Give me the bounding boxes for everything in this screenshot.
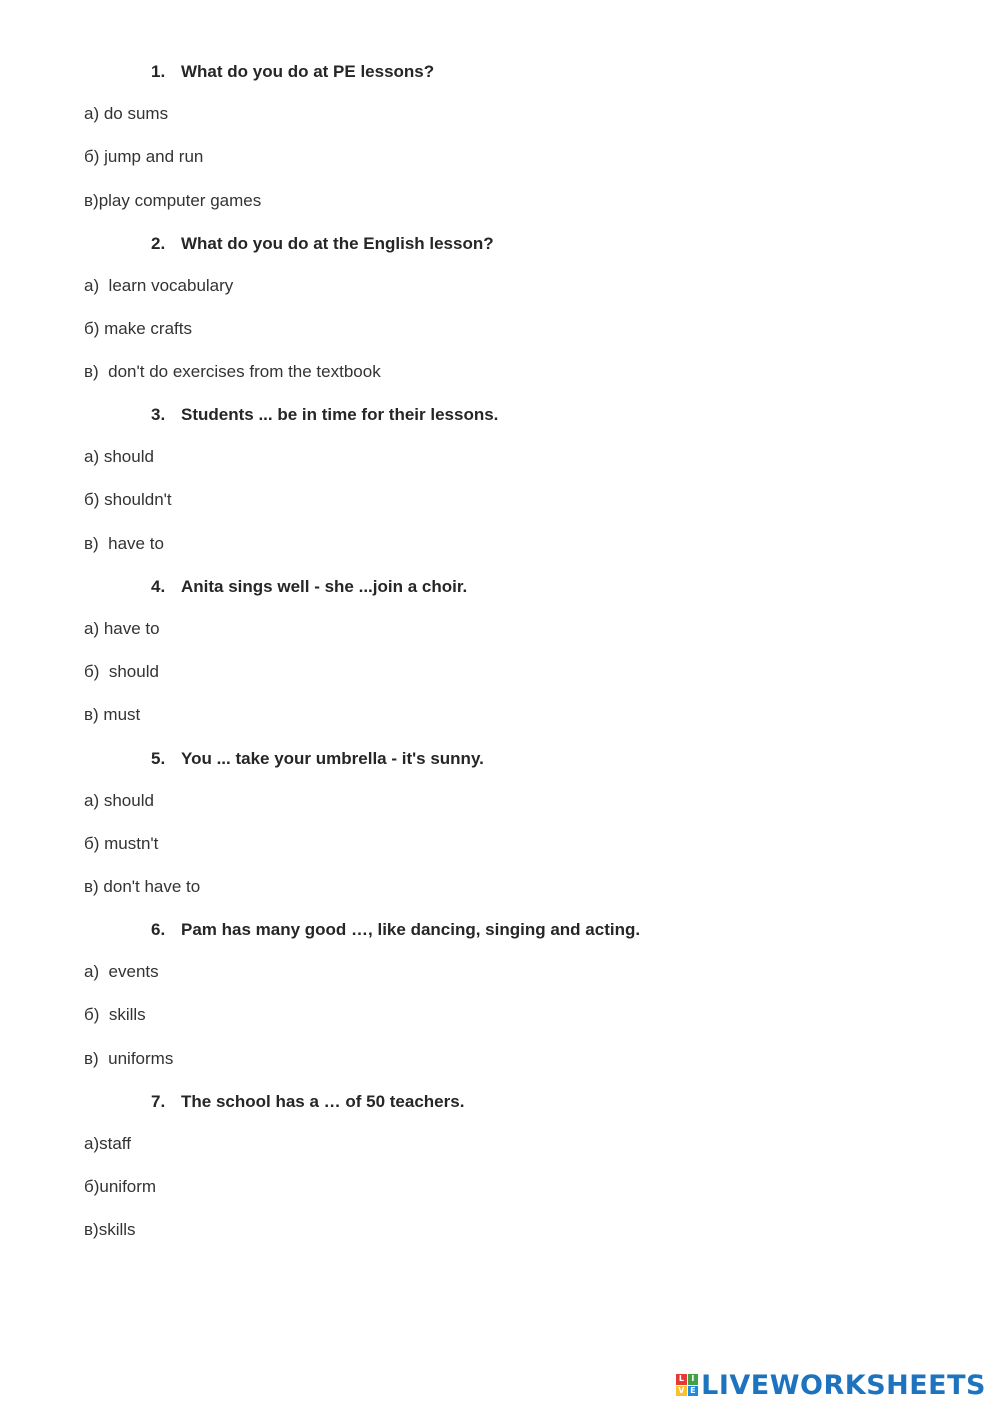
option-4a: а) have to (84, 619, 160, 638)
question-text: The school has a … of 50 teachers. (181, 1092, 465, 1111)
option-5c: в) don't have to (84, 877, 201, 896)
option-7a: а)staff (84, 1134, 131, 1153)
option-3c: в) have to (84, 534, 164, 553)
option-6c: в) uniforms (84, 1049, 174, 1068)
option-2a: а) learn vocabulary (84, 276, 234, 295)
question-number: 3. (151, 405, 166, 424)
question-1 (151, 62, 434, 82)
logo-mark-i: I (688, 1374, 699, 1385)
option-5b: б) mustn't (84, 834, 159, 853)
option-2c: в) don't do exercises from the textbook (84, 362, 381, 381)
logo-text: LIVEWORKSHEETS (701, 1369, 986, 1401)
question-number: 5. (151, 749, 166, 768)
option-1c: в)play computer games (84, 191, 262, 210)
option-4c: в) must (84, 705, 141, 724)
question-5 (151, 749, 484, 769)
question-text: What do you do at the English lesson? (181, 234, 494, 253)
question-3 (151, 405, 498, 425)
question-text: You ... take your umbrella - it's sunny. (181, 749, 484, 768)
question-number: 1. (151, 62, 166, 81)
question-number: 7. (151, 1092, 166, 1111)
question-6 (151, 920, 640, 940)
option-2b: б) make crafts (84, 319, 192, 338)
option-7b: б)uniform (84, 1177, 157, 1196)
option-6b: б) skills (84, 1005, 146, 1024)
logo-mark-icon (676, 1374, 698, 1396)
option-4b: б) should (84, 662, 159, 681)
option-3a: а) should (84, 447, 154, 466)
option-5a: а) should (84, 791, 154, 810)
question-number: 4. (151, 577, 166, 596)
question-7 (151, 1092, 464, 1112)
question-text: What do you do at PE lessons? (181, 62, 435, 81)
option-3b: б) shouldn't (84, 490, 172, 509)
question-number: 6. (151, 920, 166, 939)
question-text: Students ... be in time for their lessons. (181, 405, 499, 424)
liveworksheets-logo[interactable] (676, 1370, 986, 1400)
question-text: Anita sings well - she ...join a choir. (181, 577, 468, 596)
question-number: 2. (151, 234, 166, 253)
option-1b: б) jump and run (84, 147, 204, 166)
option-6a: а) events (84, 962, 159, 981)
logo-mark-l: L (676, 1374, 687, 1385)
logo-mark-v: V (676, 1386, 687, 1397)
logo-mark-e: E (688, 1386, 699, 1397)
question-4 (151, 577, 467, 597)
question-2 (151, 234, 494, 254)
option-7c: в)skills (84, 1220, 136, 1239)
option-1a: а) do sums (84, 104, 169, 123)
question-text: Pam has many good …, like dancing, singing and acting. (181, 920, 641, 939)
